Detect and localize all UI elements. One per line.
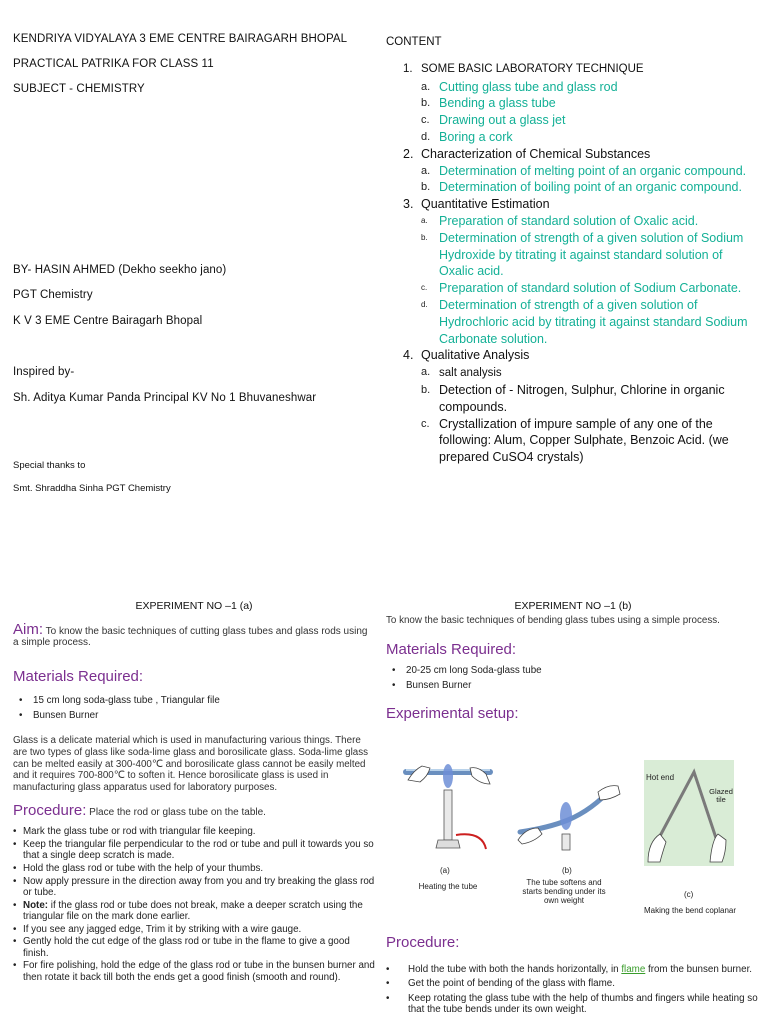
list-item: • Note: if the glass rod or tube does not break, make a deeper scratch using the triangular file on the mark done earlier. xyxy=(13,900,375,923)
procedure-steps xyxy=(386,964,758,1016)
toc-section-1 xyxy=(386,61,756,146)
school-short-line: K V 3 EME Centre Bairagarh Bhopal xyxy=(13,315,203,327)
toc-item[interactable]: c. Drawing out a glass jet xyxy=(421,113,566,128)
toc-item[interactable]: a. Preparation of standard solution of Oxalic acid. xyxy=(421,213,699,228)
aim-text: To know the basic techniques of cutting glass tubes and glass rods using a simple process. xyxy=(13,626,368,649)
toc-section-title: Quantitative Estimation xyxy=(421,197,550,212)
figure-panel-a xyxy=(406,764,490,891)
subject-line: SUBJECT - CHEMISTRY xyxy=(13,83,145,95)
list-item: • 15 cm long soda-glass tube , Triangular file xyxy=(13,694,375,709)
experiment-title: EXPERIMENT NO –1 (a) xyxy=(135,600,253,612)
school-name: KENDRIYA VIDYALAYA 3 EME CENTRE BAIRAGARH BHOPAL xyxy=(13,33,348,45)
aim-text: To know the basic techniques of bending glass tubes using a simple process. xyxy=(386,615,720,626)
patrika-title: PRACTICAL PATRIKA FOR CLASS 11 xyxy=(13,58,214,70)
fig-b-label: (b) xyxy=(562,866,572,875)
list-item: • Bunsen Burner xyxy=(386,679,758,694)
experiment-title: EXPERIMENT NO –1 (b) xyxy=(514,600,632,612)
glazed-tile-label: Glazed tile xyxy=(709,788,733,804)
list-item: • Now apply pressure in the direction away from you and try breaking the glass rod or tube. xyxy=(13,876,375,899)
materials-heading: Materials Required: xyxy=(386,641,517,658)
figure-panel-b xyxy=(518,786,620,918)
bending-glass-figure xyxy=(398,750,743,922)
toc-section-number: 2. xyxy=(403,146,414,161)
toc-item[interactable]: b. Determination of strength of a given solution of Sodium Hydroxide by titrating it against standard solution of Oxalic acid. xyxy=(421,230,744,279)
thanks-label: Special thanks to xyxy=(13,460,86,471)
table-of-contents xyxy=(386,34,756,466)
fig-c-label: (c) xyxy=(684,890,694,899)
toc-item[interactable]: b. Determination of boiling point of an organic compound. xyxy=(421,180,742,195)
inspired-label: Inspired by- xyxy=(13,366,75,378)
toc-item[interactable]: b. Bending a glass tube xyxy=(421,96,556,111)
toc-section-title: Qualitative Analysis xyxy=(421,348,530,363)
toc-section-3 xyxy=(386,196,756,347)
toc-section-number: 1. xyxy=(403,62,413,75)
setup-heading: Experimental setup: xyxy=(386,704,519,722)
list-item: • Hold the glass rod or tube with the help of your thumbs. xyxy=(13,863,375,874)
fig-b-caption-box xyxy=(522,878,606,918)
toc-item[interactable]: d. Boring a cork xyxy=(421,129,513,144)
toc-section-title: SOME BASIC LABORATORY TECHNIQUE xyxy=(421,62,644,75)
procedure-text: Place the rod or glass tube on the table. xyxy=(86,807,266,819)
list-item: • Gently hold the cut edge of the glass rod or tube in the flame to give a good finish. xyxy=(13,936,375,959)
list-item: • Get the point of bending of the glass with flame. xyxy=(386,978,758,989)
toc-section-number: 3. xyxy=(403,197,414,212)
toc-section-4 xyxy=(386,347,756,466)
experiment-1a xyxy=(13,600,375,984)
materials-list xyxy=(386,664,758,694)
list-item: • 20-25 cm long Soda-glass tube xyxy=(386,664,758,679)
toc-section-2 xyxy=(386,146,756,196)
toc-section-title: Characterization of Chemical Substances xyxy=(421,146,651,161)
aim-label: Aim: xyxy=(13,621,43,638)
procedure-steps xyxy=(13,826,375,983)
figure-panel-c xyxy=(644,760,738,915)
fig-a-label: (a) xyxy=(440,866,450,875)
experiment-1b xyxy=(386,600,758,722)
toc-item[interactable]: a. Cutting glass tube and glass rod xyxy=(421,79,618,94)
list-item: • For fire polishing, hold the edge of the glass rod or tube in the bunsen burner and then rotate it back till both the ends get a good finish (smooth and round). xyxy=(13,960,375,983)
intro-paragraph: Glass is a delicate material which is used in manufacturing various things. There are two types of glass like soda-lime glass and borosilicate glass. Soda-lime glass can be melted easily at 300-400℃ and borosilicate glass cannot be easily melted and it requires 700-800℃ to soften it. Hence borosilicate glass is used in manufacturing glass apparatus used for laboratory purposes. xyxy=(13,735,369,793)
designation-line: PGT Chemistry xyxy=(13,289,93,301)
note-label: Note: xyxy=(23,899,49,911)
flame-link[interactable]: flame xyxy=(621,964,646,975)
toc-item[interactable]: c. Preparation of standard solution of Sodium Carbonate. xyxy=(421,281,742,296)
list-item: • Hold the tube with both the hands horizontally, in flame from the bunsen burner. xyxy=(386,964,758,975)
toc-item[interactable]: a. salt analysis xyxy=(421,366,502,380)
toc-section-number: 4. xyxy=(403,348,414,363)
materials-list xyxy=(13,694,375,724)
procedure-heading: Procedure: xyxy=(13,802,87,820)
fig-c-caption: Making the bend coplanar xyxy=(643,906,737,915)
toc-item[interactable]: c. Crystallization of impure sample of any one of the following: Alum, Copper Sulphate, Benzoic Acid. (we prepared CuSO4 crystals) xyxy=(421,416,729,465)
thanks-name: Smt. Shraddha Sinha PGT Chemistry xyxy=(13,483,171,494)
author-line: BY- HASIN AHMED (Dekho seekho jano) xyxy=(13,264,227,276)
fig-a-caption: Heating the tube xyxy=(418,882,478,891)
list-item: • Mark the glass tube or rod with triangular file keeping. xyxy=(13,826,375,837)
glazed-tile-box xyxy=(704,788,738,812)
hot-end-label: Hot end xyxy=(646,773,675,782)
procedure-b xyxy=(386,934,758,1017)
toc-item[interactable]: a. Determination of melting point of an organic compound. xyxy=(421,163,747,178)
materials-heading: Materials Required: xyxy=(13,667,144,685)
inspired-name: Sh. Aditya Kumar Panda Principal KV No 1 Bhuvaneshwar xyxy=(13,392,317,404)
list-item: • If you see any jagged edge, Trim it by striking with a wire gauge. xyxy=(13,924,375,935)
aim-paragraph xyxy=(13,621,375,649)
list-item: • Bunsen Burner xyxy=(13,709,375,724)
fig-b-caption: The tube softens and starts bending under its own weight xyxy=(522,878,606,905)
content-title: CONTENT xyxy=(386,36,442,48)
procedure-paragraph xyxy=(13,802,375,819)
toc-item[interactable]: b. Detection of - Nitrogen, Sulphur, Chlorine in organic compounds. xyxy=(421,382,725,414)
list-item: • Keep the triangular file perpendicular to the rod or tube and pull it towards you so that a single deep scratch is made. xyxy=(13,839,375,862)
list-item: • Keep rotating the glass tube with the help of thumbs and fingers while heating so that the tube bends under its own weight. xyxy=(386,993,758,1016)
toc-item[interactable]: d. Determination of strength of a given solution of Hydrochloric acid by titrating it against standard Sodium Carbonate solution. xyxy=(421,297,748,346)
procedure-heading: Procedure: xyxy=(386,934,460,951)
